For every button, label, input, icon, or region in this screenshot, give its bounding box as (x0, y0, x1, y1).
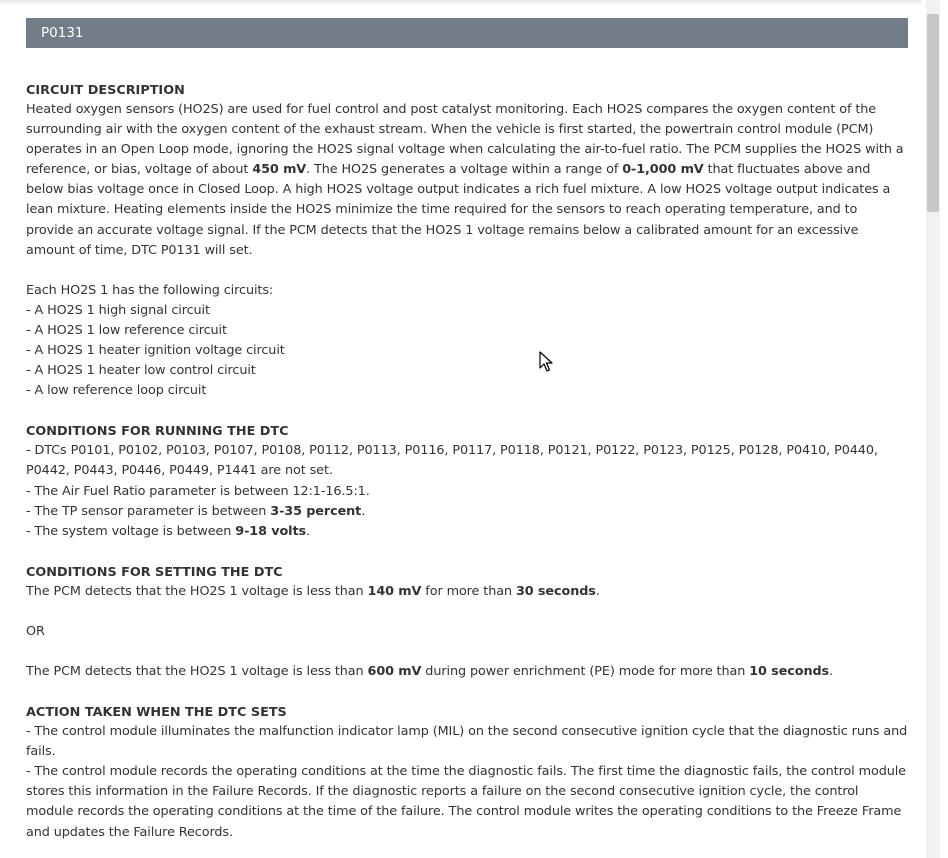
section-heading: CONDITIONS FOR RUNNING THE DTC (26, 424, 289, 440)
list-item: - A HO2S 1 heater low control circuit (26, 363, 256, 379)
conditions-setting-section (26, 564, 908, 682)
list-item: - A HO2S 1 heater ignition voltage circuit (26, 343, 285, 359)
circuit-description-text: Heated oxygen sensors (HO2S) are used for fuel control and post catalyst monitoring. Each HO2S compares the oxygen content of the surrounding air with the oxygen content of the exhaust stream. When the vehicle is first started, the powertrain control module (PCM) operates in an Open Loop mode, ignoring the HO2S signal voltage when calculating the air-to-fuel ratio. The PCM supplies the HO2S with a reference, or bias, voltage of about 450 mV. The HO2S generates a voltage within a range of 0-1,000 mV that fluctuates above and below bias voltage once in Closed Loop. A high HO2S voltage output indicates a rich fuel mixture. A low HO2S voltage output indicates a lean mixture. Heating elements inside the HO2S minimize the time required for the sensors to reach operating temperature, and to provide an accurate voltage signal. If the PCM detects that the HO2S 1 voltage remains below a calibrated amount for an excessive amount of time, DTC P0131 will set. (26, 102, 904, 258)
condition-text: The PCM detects that the HO2S 1 voltage is less than 600 mV during power enrichment (PE) mode for more than 10 seconds. (26, 663, 834, 679)
mouse-cursor-icon (539, 351, 553, 373)
list-item: - The system voltage is between 9-18 volts. (26, 523, 310, 539)
section-heading: ACTION TAKEN WHEN THE DTC SETS (26, 705, 287, 721)
document-content (26, 18, 908, 843)
list-item: - A HO2S 1 high signal circuit (26, 302, 210, 318)
top-shadow (0, 0, 921, 6)
list-item: - A low reference loop circuit (26, 383, 207, 399)
action-taken-section (26, 704, 908, 843)
circuits-intro: Each HO2S 1 has the following circuits: (26, 282, 274, 298)
conditions-running-section (26, 423, 908, 541)
page-title: P0131 (26, 18, 908, 48)
or-separator: OR (26, 623, 45, 639)
circuit-description-section (26, 82, 908, 401)
list-item: - The control module illuminates the malfunction indicator lamp (MIL) on the second consecutive ignition cycle that the diagnostic runs and fails. (26, 724, 908, 760)
list-item: - A HO2S 1 low reference circuit (26, 322, 227, 338)
voltage-range-value: 0-1,000 mV (622, 162, 704, 178)
condition-text: The PCM detects that the HO2S 1 voltage is less than 140 mV for more than 30 seconds. (26, 583, 600, 599)
scrollbar-thumb[interactable] (927, 14, 939, 212)
list-item: - The Air Fuel Ratio parameter is between 12:1-16.5:1. (26, 483, 370, 499)
list-item: - The control module records the operating conditions at the time the diagnostic fails. The first time the diagnostic fails, the control module stores this information in the Failure Records. If the diagnostic reports a failure on the second consecutive ignition cycle, the control module records the operating conditions at the time of the failure. The control module writes the operating conditions to the Freeze Frame and updates the Failure Records. (26, 764, 906, 840)
bias-voltage-value: 450 mV (252, 162, 307, 178)
section-heading: CONDITIONS FOR SETTING THE DTC (26, 564, 283, 580)
list-item: - DTCs P0101, P0102, P0103, P0107, P0108, P0112, P0113, P0116, P0117, P0118, P0121, P0122, P0123, P0125, P0128, P0410, P0440, P0442, P0443, P0446, P0449, P1441 are not set. (26, 443, 878, 479)
section-heading: CIRCUIT DESCRIPTION (26, 83, 185, 98)
vertical-scrollbar[interactable] (926, 0, 940, 858)
list-item: - The TP sensor parameter is between 3-35 percent. (26, 503, 366, 519)
